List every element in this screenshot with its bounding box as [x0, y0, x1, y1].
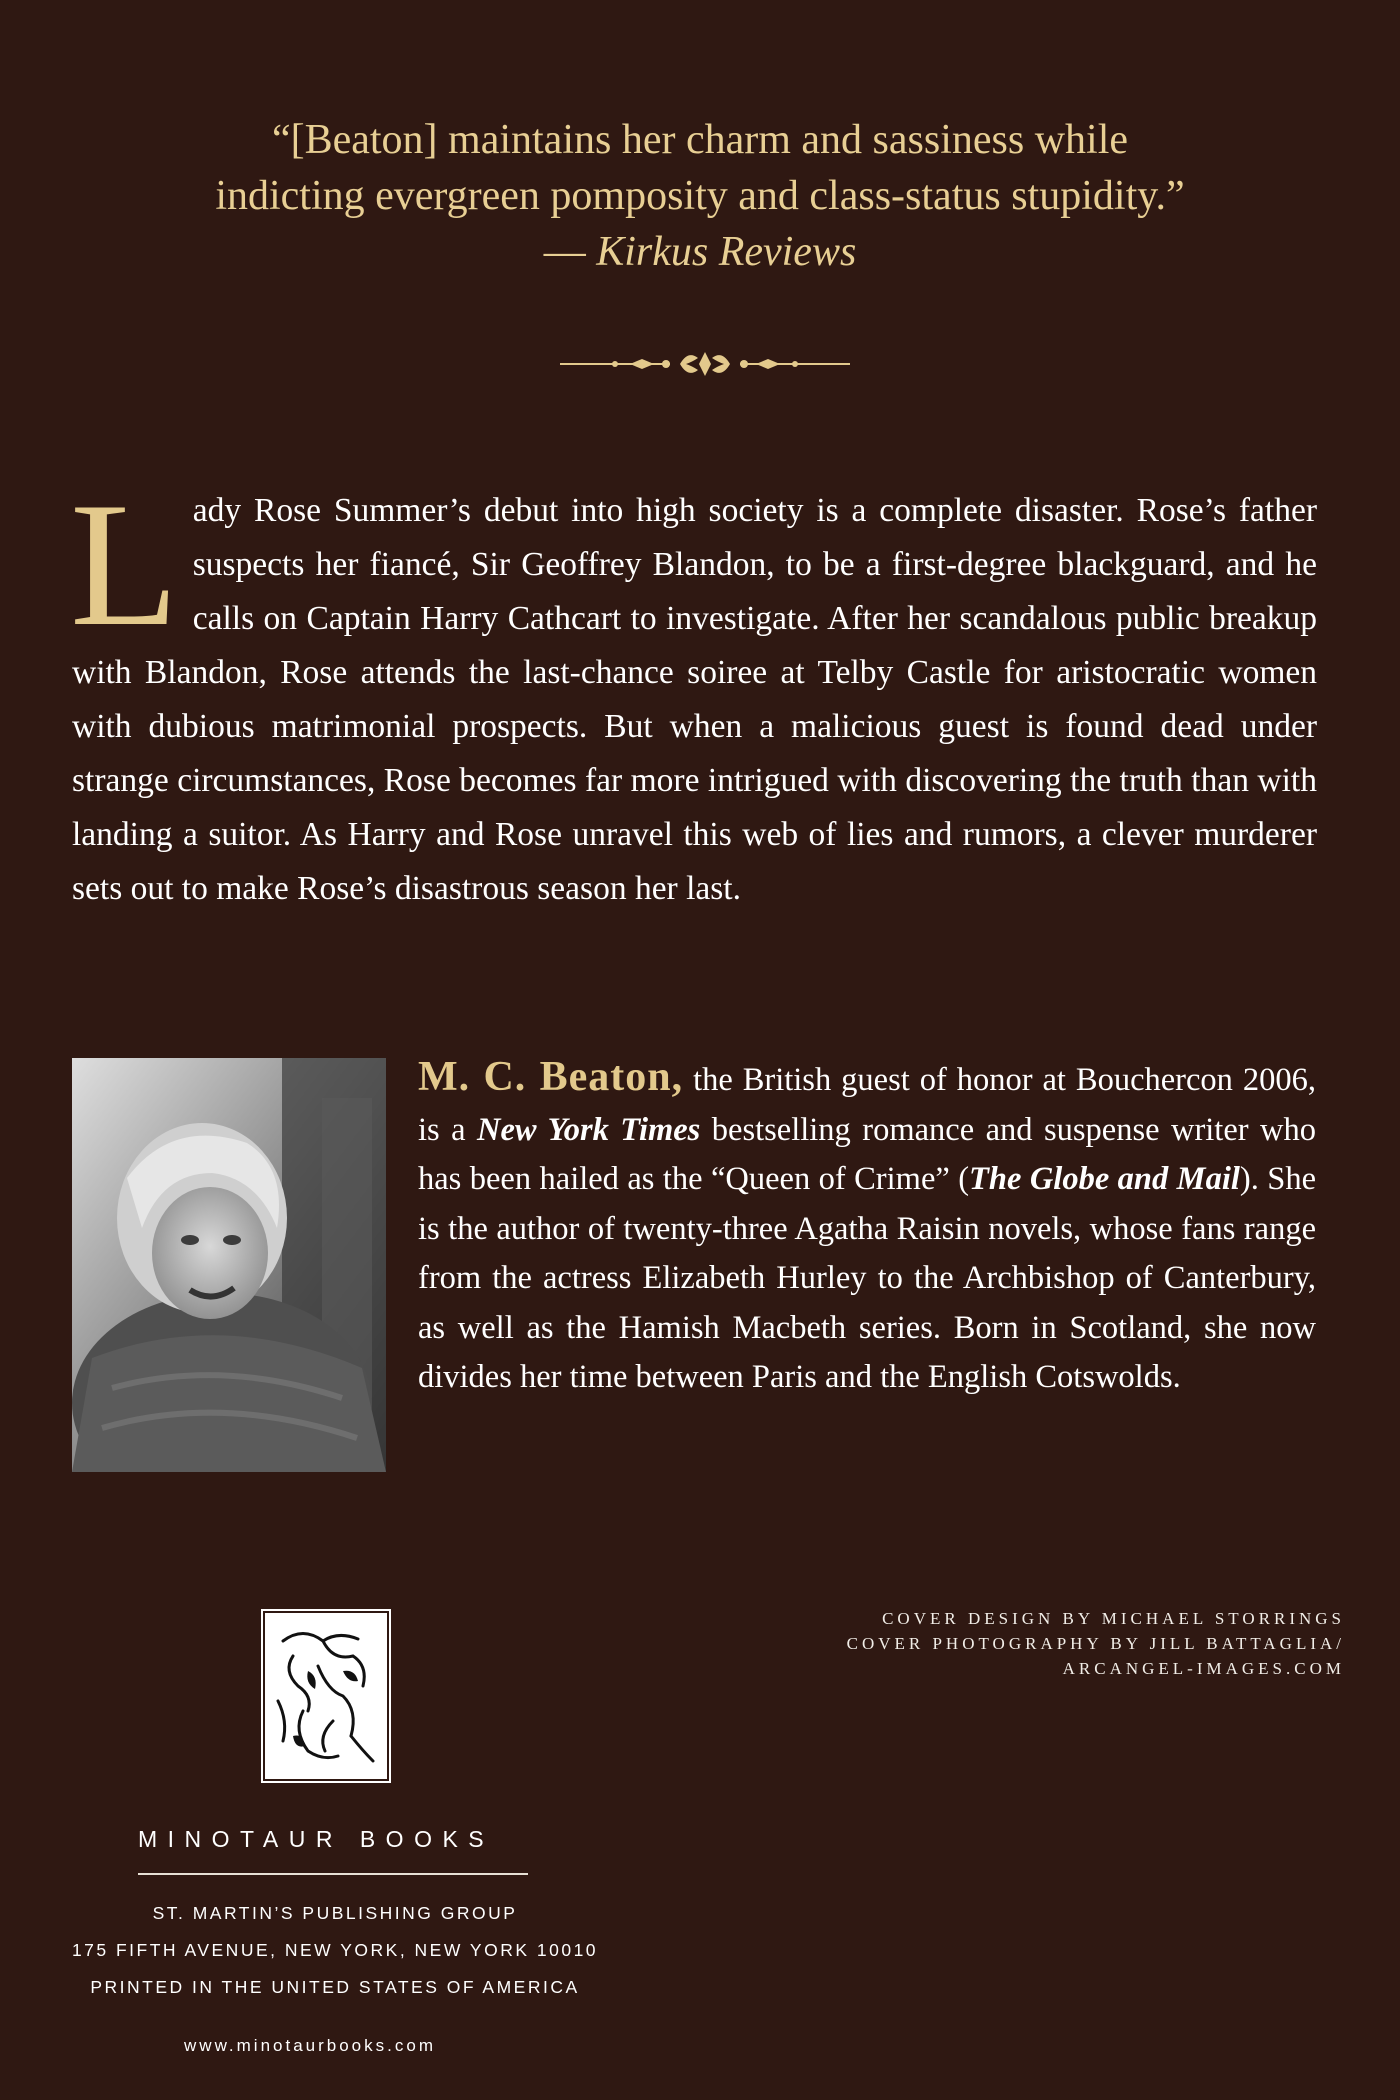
publisher-block: [130, 1826, 530, 1875]
author-photo: [72, 1058, 386, 1472]
credit-agency: ARCANGEL-IMAGES.COM: [1062, 1659, 1345, 1678]
credit-design: COVER DESIGN BY MICHAEL STORRINGS: [882, 1609, 1345, 1628]
description-text: ady Rose Summer’s debut into high society is a complete disaster. Rose’s father suspects her fiancé, Sir Geoffrey Blandon, to be a first-degree blackguard, and he calls on Captain Harry Cathcart to investigate. After her scandalous public breakup with Blandon, Rose attends the last-chance soiree at Telby Castle for aristocratic women with dubious matrimonial prospects. But when a malicious guest is found dead under strange circumstances, Rose becomes far more intrigued with discovering the truth than with landing a suitor. As Harry and Rose unravel this web of lies and rumors, a clever murderer sets out to make Rose’s disastrous season her last.: [72, 492, 1317, 907]
author-name: M. C. Beaton,: [418, 1054, 684, 1100]
minotaur-logo-icon: [263, 1611, 389, 1781]
drop-cap: L: [70, 465, 179, 663]
author-bio-part2: bestselling romance and suspense writer who has been hailed as the “Queen of Crime” (: [418, 1111, 1316, 1197]
cover-credits: [745, 1606, 1345, 1681]
author-photo-image: [72, 1058, 386, 1472]
author-bio: [418, 1053, 1316, 1403]
blurb-attribution-dash: —: [543, 229, 597, 275]
book-description: [70, 465, 1317, 916]
author-bio-part1: the British guest of honor at Bouchercon 2006, is a: [418, 1062, 1316, 1148]
author-bio-globe: The Globe and Mail: [969, 1161, 1240, 1197]
publisher-group: ST. MARTIN’S PUBLISHING GROUP: [152, 1903, 518, 1923]
publisher-address: [40, 1895, 630, 2006]
imprint-divider: [138, 1873, 528, 1875]
blurb-attribution: [100, 224, 1300, 280]
author-bio-newspaper: New York Times: [477, 1111, 701, 1148]
author-bio-part3: ). She is the author of twenty-three Agatha Raisin novels, whose fans range from the actress Elizabeth Hurley to the Archbishop of Canterbury, as well as the Hamish Macbeth series. Born in Scotland, she now divides her time between Paris and the English Cotswolds.: [418, 1161, 1316, 1395]
publisher-website[interactable]: www.minotaurbooks.com: [184, 2036, 436, 2055]
review-blurb: [100, 112, 1300, 280]
blurb-source: Kirkus Reviews: [596, 229, 857, 275]
credit-photography: COVER PHOTOGRAPHY BY JILL BATTAGLIA/: [846, 1634, 1345, 1653]
blurb-quote-line1: “[Beaton] maintains her charm and sassiness while: [271, 117, 1129, 163]
minotaur-logo: [261, 1609, 391, 1783]
imprint-name: MINOTAUR BOOKS: [138, 1826, 495, 1852]
blurb-quote-line2: indicting evergreen pomposity and class-status stupidity.”: [215, 173, 1185, 219]
printed-in: PRINTED IN THE UNITED STATES OF AMERICA: [90, 1977, 580, 1997]
publisher-street: 175 FIFTH AVENUE, NEW YORK, NEW YORK 10010: [71, 1940, 599, 1960]
ornament-divider: [560, 340, 850, 388]
